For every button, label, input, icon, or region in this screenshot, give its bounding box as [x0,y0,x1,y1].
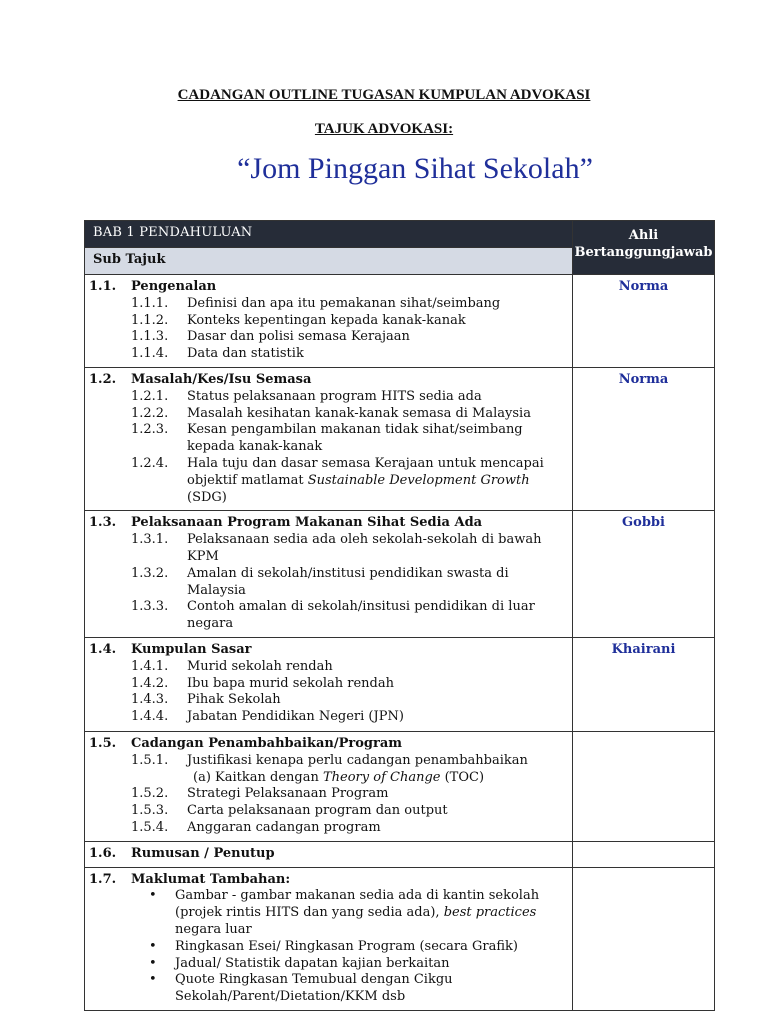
section-title: Pelaksanaan Program Makanan Sihat Sedia Ada [131,515,483,531]
bullet-icon: • [149,972,157,988]
item-number: 1.5.4. [131,819,169,835]
item-number: 1.4.4. [131,709,169,725]
item-text-main: Murid sekolah rendah [187,658,333,674]
section-heading [89,642,568,659]
item-text [187,456,568,506]
list-item [89,753,568,770]
item-text-main: Ibu bapa murid sekolah rendah [187,675,394,691]
responsible-member [573,841,715,867]
item-number: 1.2.3. [131,422,169,438]
item-text-main: Strategi Pelaksanaan Program [187,786,389,802]
item-text-main: Data dan statistik [187,346,304,362]
item-text-main: Contoh amalan di sekolah/insitusi pendidikan di luar negara [187,599,535,632]
section-title: Pengenalan [131,279,217,294]
list-item [89,296,568,313]
responsible-member: Norma [573,275,715,368]
item-text [187,820,568,837]
item-text-main: Jabatan Pendidikan Negeri (JPN) [187,709,404,725]
item-text [187,422,568,456]
list-item [89,599,568,633]
item-text [187,692,568,709]
section-cell [85,867,573,1010]
item-text [187,329,568,346]
item-text-main: Status pelaksanaan program HITS sedia ada [187,388,482,404]
bullet-text [175,888,568,938]
document-subtitle: TAJUK ADVOKASI: [314,121,454,137]
members-header-line-2: Bertanggungjawab [574,245,713,260]
bullet-icon: • [149,955,157,971]
item-text [187,389,568,406]
section-heading [89,846,568,863]
list-item [89,389,568,406]
list-item [89,329,568,346]
section-number: 1.1. [89,279,117,294]
list-item [89,820,568,837]
list-item [89,692,568,709]
document-title: CADANGAN OUTLINE TUGASAN KUMPULAN ADVOKASI [177,87,591,103]
item-number: 1.5.2. [131,786,169,802]
advocacy-topic: “Jom Pinggan Sihat Sekolah” [237,152,593,185]
item-number: 1.1.2. [131,312,169,328]
item-number: 1.4.1. [131,658,169,674]
item-text [187,599,568,633]
item-text [187,803,568,820]
bullet-text-italic: best practices [443,905,537,921]
item-text-main: Pihak Sekolah [187,692,281,708]
item-number: 1.4.3. [131,692,169,708]
bullet-item [89,956,568,973]
item-text [187,313,568,330]
bullet-text-main: Ringkasan Esei/ Ringkasan Program (secara Grafik) [175,938,518,954]
item-text-main: Amalan di sekolah/institusi pendidikan swasta di Malaysia [187,565,509,598]
responsible-member: Norma [573,367,715,510]
item-text [187,532,568,566]
section-title: Cadangan Penambahbaikan/Program [131,735,403,751]
item-number: 1.5.1. [131,752,169,768]
item-text-after: (TOC) [440,769,485,785]
bullet-text-main: Jadual/ Statistik dapatan kajian berkaitan [175,955,450,971]
item-text-italic: Sustainable Development Growth [307,472,530,488]
section-row [85,867,715,1010]
section-cell [85,637,573,731]
list-item [89,456,568,506]
section-heading [89,279,568,296]
item-text-main: Dasar dan polisi semasa Kerajaan [187,329,410,345]
section-number: 1.3. [89,515,117,531]
item-text-main: Definisi dan apa itu pemakanan sihat/seimbang [187,295,501,311]
section-number: 1.7. [89,871,117,887]
item-text-main: Justifikasi kenapa perlu cadangan penambahbaikan [187,752,528,768]
item-number: 1.2.1. [131,388,169,404]
item-text-main: (a) Kaitkan dengan [193,769,319,785]
bullet-item [89,888,568,938]
members-header-line-1: Ahli [628,228,659,243]
section-heading [89,372,568,389]
section-row [85,637,715,731]
section-cell [85,367,573,510]
bullet-item [89,972,568,1006]
item-text-italic: Theory of Change [322,769,441,785]
item-text [187,296,568,313]
item-text [187,753,568,770]
list-item [89,786,568,803]
item-number: 1.1.1. [131,295,169,311]
item-text-main: Kesan pengambilan makanan tidak sihat/seimbang kepada kanak-kanak [187,422,523,455]
section-title: Masalah/Kes/Isu Semasa [131,371,312,387]
section-title: Kumpulan Sasar [131,641,252,657]
list-item [89,770,568,787]
item-text [187,709,568,726]
outline-table [84,220,715,1011]
list-item [89,676,568,693]
item-text [187,406,568,423]
item-text [187,676,568,693]
chapter-header: BAB 1 PENDAHULUAN [85,221,573,248]
item-number: 1.1.4. [131,346,169,362]
item-text-main: Pelaksanaan sedia ada oleh sekolah-sekolah di bawah KPM [187,532,542,564]
section-heading [89,872,568,889]
item-text-after: (SDG) [187,489,227,505]
section-cell [85,511,573,638]
item-text-main: Carta pelaksanaan program dan output [187,803,448,819]
item-number: 1.5.3. [131,803,169,819]
section-title: Rumusan / Penutup [131,845,275,861]
section-cell [85,841,573,867]
section-cell [85,731,573,841]
item-text [187,346,568,363]
bullet-text [175,956,568,973]
bullet-item [89,939,568,956]
item-number: 1.1.3. [131,329,169,345]
item-text-main: Hala tuju dan dasar semasa Kerajaan untuk mencapai objektif matlamat [187,455,544,488]
section-row [85,841,715,867]
bullet-icon: • [149,938,157,954]
item-number: 1.4.2. [131,675,169,691]
item-text [187,786,568,803]
item-number: 1.2.4. [131,455,169,471]
responsible-member [573,867,715,1010]
item-number: 1.2.2. [131,405,169,421]
bullet-icon: • [149,888,157,904]
section-row [85,731,715,841]
item-number: 1.3.3. [131,599,169,615]
responsible-member: Gobbi [573,511,715,638]
list-item [89,313,568,330]
list-item [89,422,568,456]
bullet-text [175,939,568,956]
section-row [85,367,715,510]
item-text [193,770,568,787]
section-number: 1.4. [89,641,117,657]
responsible-member: Khairani [573,637,715,731]
item-number [89,770,193,787]
section-heading [89,515,568,532]
bullet-text [175,972,568,1006]
section-number: 1.2. [89,371,117,387]
section-heading [89,736,568,753]
list-item [89,406,568,423]
bullet-text-main: Quote Ringkasan Temubual dengan Cikgu Sekolah/Parent/Dietation/KKM dsb [175,972,453,1005]
item-text-main: Masalah kesihatan kanak-kanak semasa di Malaysia [187,405,531,421]
section-number: 1.6. [89,845,117,861]
item-text [187,659,568,676]
item-text [187,566,568,600]
list-item [89,566,568,600]
list-item [89,346,568,363]
subheading-header: Sub Tajuk [85,248,573,275]
list-item [89,532,568,566]
item-text-main: Anggaran cadangan program [187,819,381,835]
list-item [89,803,568,820]
item-text-main: Konteks kepentingan kepada kanak-kanak [187,312,466,328]
section-cell [85,275,573,368]
section-number: 1.5. [89,735,117,751]
item-number: 1.3.2. [131,565,169,581]
item-number: 1.3.1. [131,532,169,548]
section-row [85,511,715,638]
section-row [85,275,715,368]
bullet-text-main: Gambar - gambar makanan sedia ada di kantin sekolah (projek rintis HITS dan yang sedia ada), [175,888,540,921]
list-item [89,659,568,676]
bullet-text-after: negara luar [175,921,252,937]
responsible-member [573,731,715,841]
list-item [89,709,568,726]
members-header [573,221,715,275]
section-title: Maklumat Tambahan: [131,871,291,887]
